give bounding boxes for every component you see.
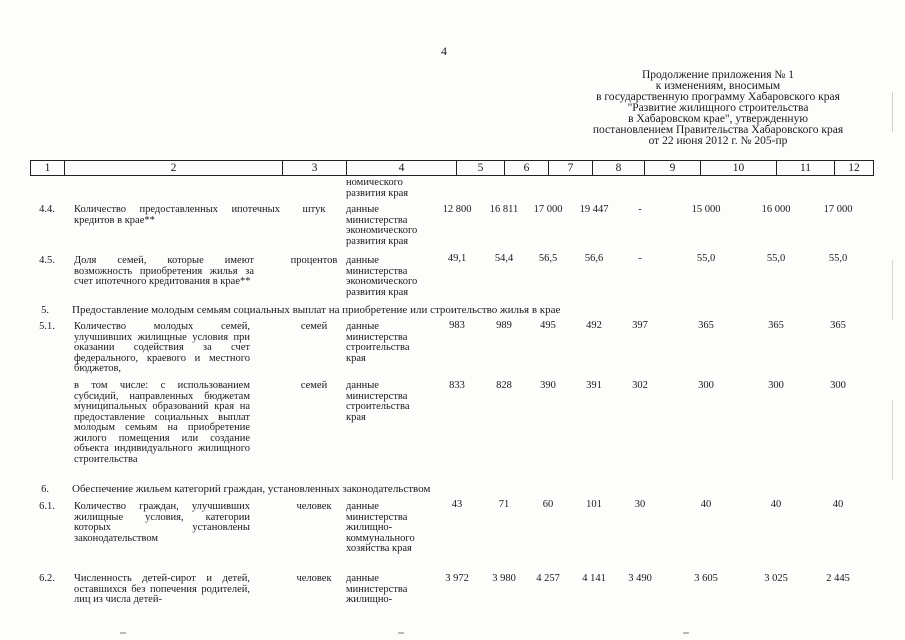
value-cell: 300 bbox=[830, 380, 846, 391]
value-cell: 16 811 bbox=[489, 204, 519, 215]
indicator-name: Доля семей, которые имеют возможность приобретения жилья за счет ипотечного кредитования в крае** bbox=[74, 255, 254, 287]
data-source: данные министерства жилищно- bbox=[346, 573, 408, 605]
value-cell: 49,1 bbox=[447, 253, 467, 264]
value-cell: 390 bbox=[540, 380, 556, 391]
value-cell: 3 972 bbox=[445, 573, 469, 584]
value-cell: 40 bbox=[700, 499, 712, 510]
indicator-name: в том числе: с использованием субсидий, направленных бюджетам муниципальных образований края на предоставление социальных выплат молодым семьям на приобретение жилого помещения или создание объекта индивидуального жилищного строительства bbox=[74, 380, 250, 465]
column-number-header: 5 bbox=[456, 160, 504, 176]
unit: процентов bbox=[290, 255, 338, 266]
value-cell: 40 bbox=[832, 499, 844, 510]
value-cell: 492 bbox=[586, 320, 602, 331]
header-line: от 22 июня 2012 г. № 205-пр bbox=[648, 135, 788, 147]
value-cell: 43 bbox=[451, 499, 463, 510]
unit: семей bbox=[300, 380, 328, 391]
data-source: данные министерства строительства края bbox=[346, 380, 410, 423]
column-number-header: 1 bbox=[30, 160, 64, 176]
column-number-header: 4 bbox=[346, 160, 456, 176]
unit: штук bbox=[302, 204, 326, 215]
value-cell: 833 bbox=[449, 380, 465, 391]
page-number: 4 bbox=[441, 44, 447, 58]
header-line: "Развитие жилищного строительства bbox=[627, 102, 809, 114]
value-cell: 55,0 bbox=[696, 253, 716, 264]
value-cell: 828 bbox=[496, 380, 512, 391]
value-cell: 40 bbox=[770, 499, 782, 510]
header-line: в государственную программу Хабаровского края bbox=[596, 91, 840, 103]
value-cell: 983 bbox=[449, 320, 465, 331]
value-cell: 19 447 bbox=[579, 204, 609, 215]
scan-artifact bbox=[120, 632, 126, 634]
data-source: данные министерства жилищно-коммунального хозяйства края bbox=[346, 501, 415, 554]
row-number: 6.2. bbox=[39, 573, 55, 584]
indicator-name: Количество граждан, улучшивших жилищные условия, категории которых установлены законодательством bbox=[74, 501, 250, 544]
value-cell: 3 490 bbox=[628, 573, 652, 584]
value-cell: 365 bbox=[698, 320, 714, 331]
appendix-header bbox=[560, 70, 876, 147]
value-cell: 30 bbox=[634, 499, 646, 510]
row-number: 6.1. bbox=[39, 501, 55, 512]
unit: семей bbox=[300, 321, 328, 332]
value-cell: 302 bbox=[632, 380, 648, 391]
column-number-header: 7 bbox=[548, 160, 592, 176]
scan-artifact bbox=[892, 260, 893, 320]
scan-artifact bbox=[683, 632, 689, 634]
value-cell: 12 800 bbox=[442, 204, 472, 215]
value-cell: 3 025 bbox=[764, 573, 788, 584]
value-cell: 3 980 bbox=[492, 573, 516, 584]
column-number-header: 9 bbox=[644, 160, 700, 176]
column-number-header: 2 bbox=[64, 160, 282, 176]
section-title: Обеспечение жильем категорий граждан, установленных законодательством bbox=[72, 483, 431, 495]
section-number: 5. bbox=[41, 305, 49, 316]
column-number-header: 10 bbox=[700, 160, 776, 176]
indicator-name: Численность детей-сирот и детей, оставшихся без попечения родителей, лиц из числа детей- bbox=[74, 573, 250, 605]
value-cell: 989 bbox=[496, 320, 512, 331]
value-cell: 365 bbox=[830, 320, 846, 331]
column-number-header: 11 bbox=[776, 160, 834, 176]
unit: человек bbox=[296, 501, 332, 512]
value-cell: 71 bbox=[498, 499, 510, 510]
header-line: Продолжение приложения № 1 bbox=[641, 69, 795, 81]
value-cell: 55,0 bbox=[766, 253, 786, 264]
carryover-source: номического развития края bbox=[346, 177, 409, 199]
value-cell: 391 bbox=[586, 380, 602, 391]
column-number-header: 6 bbox=[504, 160, 548, 176]
column-number-header: 12 bbox=[834, 160, 874, 176]
value-cell: 17 000 bbox=[823, 204, 853, 215]
section-title: Предоставление молодым семьям социальных выплат на приобретение или строительство жилья в крае bbox=[72, 304, 561, 316]
header-line: к изменениям, вносимым bbox=[655, 80, 781, 92]
column-number-header: 8 bbox=[592, 160, 644, 176]
value-cell: 56,6 bbox=[584, 253, 604, 264]
value-cell: 15 000 bbox=[691, 204, 721, 215]
data-source: данные министерства экономического развития края bbox=[346, 204, 418, 247]
indicator-name: Количество молодых семей, улучшивших жилищные условия при оказании содействия за счет федерального, краевого и местного бюджетов, bbox=[74, 321, 250, 374]
value-cell: 101 bbox=[586, 499, 602, 510]
row-number: 4.5. bbox=[39, 255, 55, 266]
value-cell: 495 bbox=[540, 320, 556, 331]
value-cell: 300 bbox=[768, 380, 784, 391]
row-number: 4.4. bbox=[39, 204, 55, 215]
header-line: постановлением Правительства Хабаровского края bbox=[592, 124, 844, 136]
indicator-name: Количество предоставленных ипотечных кредитов в крае** bbox=[74, 204, 280, 226]
value-cell: 300 bbox=[698, 380, 714, 391]
scan-artifact bbox=[892, 400, 893, 480]
value-cell: 16 000 bbox=[761, 204, 791, 215]
value-cell: 2 445 bbox=[826, 573, 850, 584]
value-cell: 4 257 bbox=[536, 573, 560, 584]
value-cell: 4 141 bbox=[582, 573, 606, 584]
column-number-header: 3 bbox=[282, 160, 346, 176]
data-source: данные министерства строительства края bbox=[346, 321, 410, 364]
scan-artifact bbox=[398, 632, 404, 634]
value-cell: 60 bbox=[542, 499, 554, 510]
row-number: 5.1. bbox=[39, 321, 55, 332]
value-cell: 17 000 bbox=[533, 204, 563, 215]
header-line: в Хабаровском крае", утвержденную bbox=[628, 113, 808, 125]
value-cell: 55,0 bbox=[828, 253, 848, 264]
value-cell: - bbox=[638, 204, 642, 215]
value-cell: 365 bbox=[768, 320, 784, 331]
section-number: 6. bbox=[41, 484, 49, 495]
scan-artifact bbox=[892, 92, 893, 132]
unit: человек bbox=[296, 573, 332, 584]
value-cell: 54,4 bbox=[494, 253, 514, 264]
value-cell: 397 bbox=[632, 320, 648, 331]
value-cell: 3 605 bbox=[694, 573, 718, 584]
value-cell: 56,5 bbox=[538, 253, 558, 264]
data-source: данные министерства экономического развития края bbox=[346, 255, 418, 298]
value-cell: - bbox=[638, 253, 642, 264]
